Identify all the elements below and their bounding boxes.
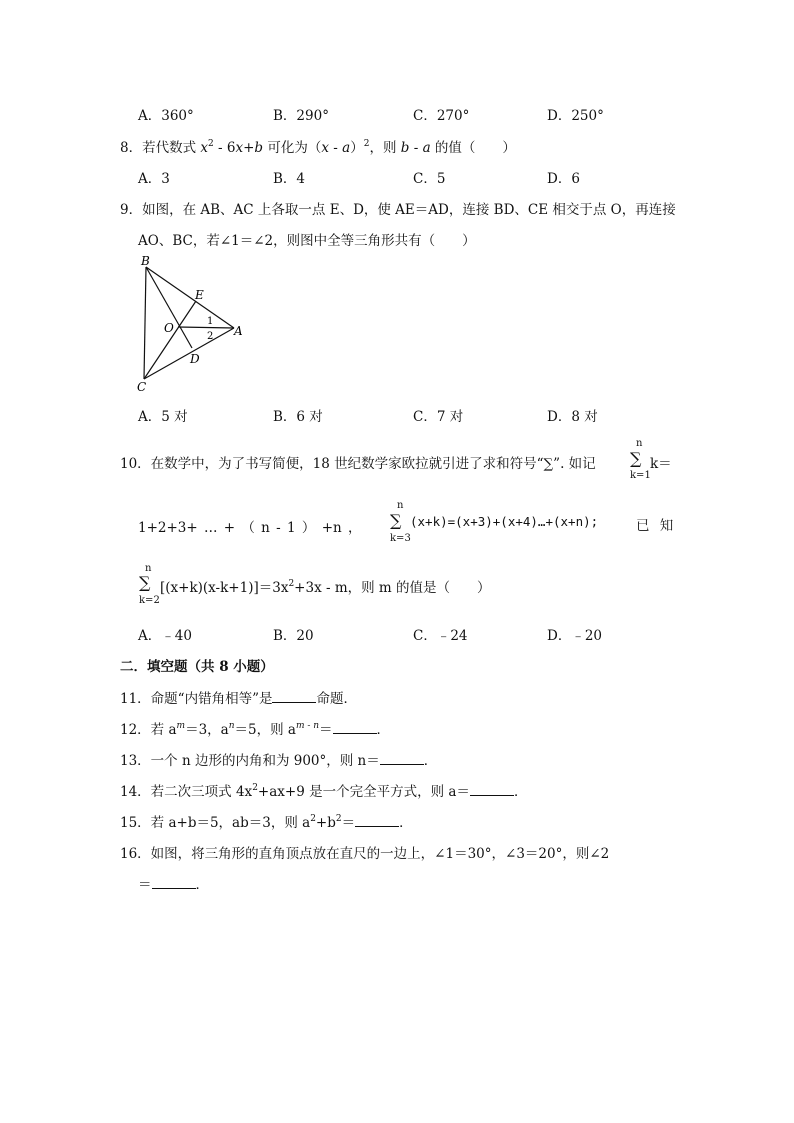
q8-option-b: B．4 — [273, 171, 306, 187]
q9-stem-line1: 9．如图，在 AB、AC 上各取一点 E、D，使 AE＝AD，连接 BD、CE 相交于点 O，再连接 — [120, 202, 676, 218]
q14: 14．若二次三项式 $4x^2+ax+9$ 是一个完全平方式，则 a＝ ． — [120, 783, 528, 800]
q10-option-a: A．﹣40 — [138, 628, 192, 644]
q9-option-d: D．8 对 — [547, 409, 598, 425]
q10-stem-line2a: 1+2+3+ … + （ n - 1 ） +n ， — [138, 520, 362, 536]
q13: 13．一个 n 边形的内角和为 900°，则 n＝ ． — [120, 753, 438, 769]
q7-option-c: C．270° — [413, 108, 470, 124]
q10-option-c: C．﹣24 — [413, 628, 468, 644]
q9-figure — [128, 252, 258, 397]
q9-option-b: B．6 对 — [273, 409, 323, 425]
q7-option-a: A．360° — [138, 108, 194, 124]
q8-stem: 8．若代数式 $x^2 - 6x+b$ 可化为（x - a）$^2$，则 b - a 的值（ ） — [120, 139, 516, 156]
label-a: A — [234, 324, 243, 338]
q16-blank[interactable] — [152, 876, 196, 889]
q9-option-c: C．7 对 — [413, 409, 464, 425]
label-angle-2: 2 — [207, 331, 214, 342]
label-e: E — [195, 288, 204, 302]
q8-option-a: A．3 — [138, 171, 170, 187]
q11: 11．命题“内错角相等”是 命题． — [120, 691, 357, 707]
q7-option-b: B．290° — [273, 108, 329, 124]
q10-option-d: D．﹣20 — [547, 628, 603, 644]
q8-option-c: C．5 — [413, 171, 446, 187]
q12-blank[interactable] — [333, 721, 377, 734]
section-title: 二．填空题（共 8 小题） — [120, 659, 274, 675]
label-o: O — [164, 321, 174, 335]
q10-stem-line3: $[(x+k)(x-k+1)]=3x^2+3x - m$，则 m 的值是（ ） — [160, 579, 491, 596]
q15-blank[interactable] — [355, 814, 399, 827]
q9-option-a: A．5 对 — [138, 409, 188, 425]
q11-blank[interactable] — [272, 690, 316, 703]
q10-stem-line1: 10．在数学中，为了书写简便，18 世纪数学家欧拉就引进了求和符号“∑”. 如记 — [120, 456, 596, 472]
q15: 15．若 a+b＝5，ab＝3，则 $a^2+b^2=$ ． — [120, 814, 413, 831]
q16-line2: ＝ ． — [138, 877, 209, 893]
q10-option-b: B．20 — [273, 628, 314, 644]
label-angle-1: 1 — [207, 316, 214, 327]
q7-option-d: D．250° — [547, 108, 604, 124]
q16-line1: 16．如图，将三角形的直角顶点放在直尺的一边上，∠1＝30°，∠3＝20°，则∠2 — [120, 846, 610, 862]
label-c: C — [137, 380, 147, 394]
label-b: B — [141, 254, 150, 268]
label-d: D — [190, 352, 200, 366]
q14-blank[interactable] — [470, 783, 514, 796]
q13-blank[interactable] — [380, 752, 424, 765]
q10-stem-line2b: 已 知 — [636, 518, 674, 534]
q9-stem-line2: AO、BC，若∠1＝∠2，则图中全等三角形共有（ ） — [138, 233, 476, 249]
q8-option-d: D．6 — [547, 171, 580, 187]
q12: 12．若 $a^m=3$，$a^n=5$，则 $a^{m - n}=$ ． — [120, 721, 391, 738]
